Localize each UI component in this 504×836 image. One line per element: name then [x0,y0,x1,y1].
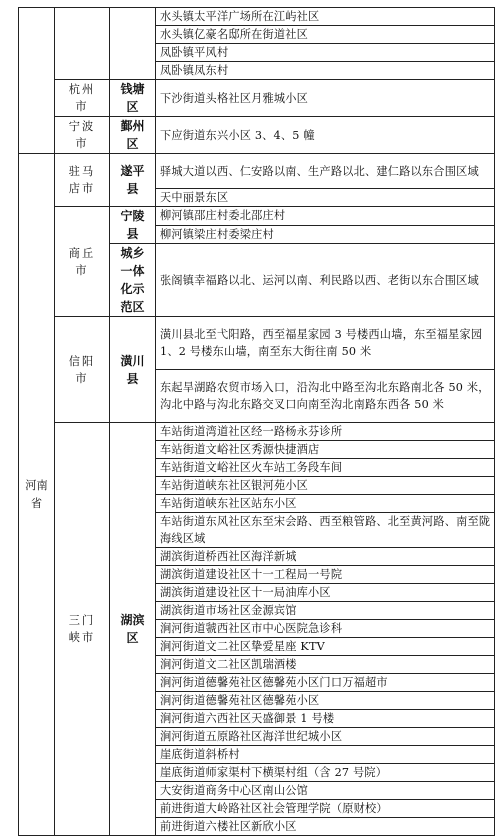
area-cell: 湖滨街道桥西社区海洋新城 [156,548,495,566]
area-cell: 涧河街道虢西社区市中心医院急诊科 [156,620,495,638]
area-cell: 天中丽景东区 [156,189,495,207]
area-cell: 涧河街道德馨苑社区德馨苑小区门口万福超市 [156,674,495,692]
district-cell: 鄞州区 [110,117,156,154]
area-cell: 涧河街道文二社区凯瑞酒楼 [156,656,495,674]
area-cell: 前进街道六楼社区新欣小区 [156,818,495,836]
district-cell: 宁陵县 [110,207,156,244]
area-cell: 崖底街道斜桥村 [156,746,495,764]
area-cell: 涧河街道五原路社区海洋世纪城小区 [156,728,495,746]
city-cell: 宁波市 [55,117,110,154]
area-cell: 凤卧镇凤东村 [156,62,495,80]
city-cell [55,8,110,80]
area-cell: 下应街道东兴小区 3、4、5 幢 [156,117,495,154]
area-cell: 湖滨街道建设社区十一工程局一号院 [156,566,495,584]
city-cell: 驻马店市 [55,154,110,207]
city-cell: 杭州市 [55,80,110,117]
area-cell: 崖底街道师家渠村下横渠村组（含 27 号院） [156,764,495,782]
area-cell: 凤卧镇平风村 [156,44,495,62]
area-cell: 大安街道商务中心区南山公馆 [156,782,495,800]
area-cell: 车站街道文峪社区秀源快捷酒店 [156,441,495,459]
risk-area-table [18,7,495,836]
area-cell: 车站街道文峪社区火车站工务段车间 [156,459,495,477]
district-cell: 湖滨区 [110,423,156,836]
area-cell: 驿城大道以西、仁安路以南、生产路以北、建仁路以东合围区域 [156,154,495,189]
area-cell: 张阁镇幸福路以北、运河以南、利民路以西、老街以东合围区域 [156,244,495,317]
area-cell: 车站街道东风社区东至宋会路、西至粮管路、北至黄河路、南至陇海线区域 [156,513,495,548]
area-cell: 东起旱湖路农贸市场入口，沿沟北中路至沟北东路南北各 50 米，沟北中路与沟北东路交叉口向南至沟北南路东西各 50 米 [156,370,495,423]
province-cell: 河南省 [19,154,55,836]
area-cell: 湖滨街道市场社区金源宾馆 [156,602,495,620]
city-cell: 信阳市 [55,317,110,423]
area-cell: 潢川县北至弋阳路，西至福星家园 3 号楼西山墙，东至福星家园 1、2 号楼东山墙，南至东大街往南 50 米 [156,317,495,370]
area-cell: 车站街道峡东社区银河苑小区 [156,477,495,495]
area-cell: 柳河镇邵庄村委北邵庄村 [156,207,495,226]
city-cell: 商丘市 [55,207,110,317]
district-cell: 潢川县 [110,317,156,423]
area-cell: 湖滨街道建设社区十一局油库小区 [156,584,495,602]
area-cell: 涧河街道六西社区天盛御景 1 号楼 [156,710,495,728]
area-cell: 涧河街道德馨苑社区德馨苑小区 [156,692,495,710]
area-cell: 水头镇太平洋广场所在江屿社区 [156,8,495,26]
province-cell [19,8,55,154]
area-cell: 水头镇亿豪名邸所在街道社区 [156,26,495,44]
area-cell: 车站街道湾道社区经一路杨永芬诊所 [156,423,495,441]
district-cell: 钱塘区 [110,80,156,117]
district-cell [110,8,156,80]
area-cell: 前进街道大岭路社区社会管理学院（原财校） [156,800,495,818]
area-cell: 柳河镇梁庄村委梁庄村 [156,225,495,244]
district-cell: 遂平县 [110,154,156,207]
district-cell: 城乡一体化示范区 [110,244,156,317]
area-cell: 车站街道峡东社区站东小区 [156,495,495,513]
city-cell: 三门峡市 [55,423,110,836]
area-cell: 涧河街道文二社区挚爱星座 KTV [156,638,495,656]
area-cell: 下沙街道头格社区月雅城小区 [156,80,495,117]
